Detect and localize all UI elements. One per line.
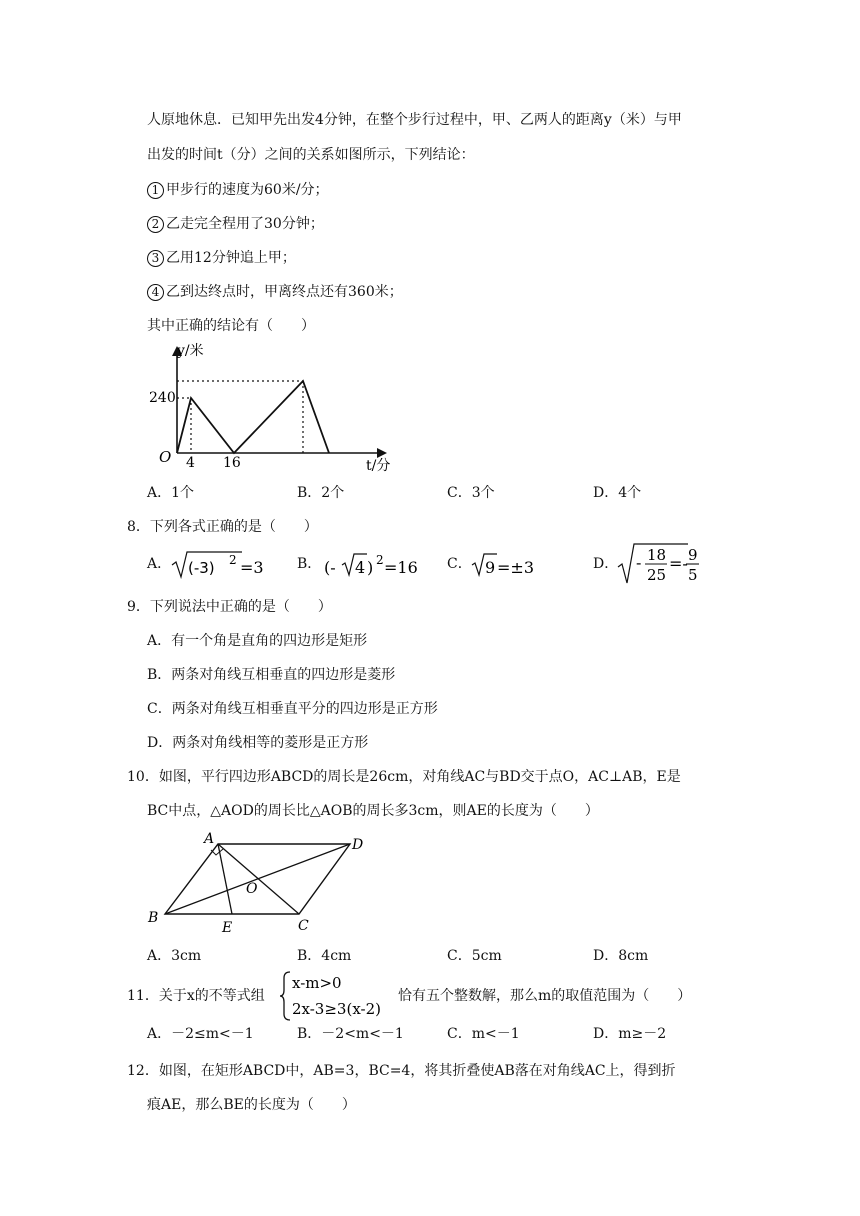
- y-axis-label: y/米: [177, 343, 204, 359]
- q9-option-c[interactable]: C．两条对角线互相垂直平分的四边形是正方形: [147, 701, 438, 717]
- q10-option-c[interactable]: C．5cm: [447, 948, 502, 964]
- label-b: B: [148, 910, 159, 926]
- circled-number: 4: [147, 284, 164, 301]
- x-tick-16: 16: [223, 455, 241, 471]
- label-a: A: [204, 831, 215, 847]
- q8-option-d[interactable]: [593, 554, 618, 574]
- q11-stem-suffix: 恰有五个整数解，那么m的取值范围为（ ）: [398, 988, 692, 1004]
- q9-option-d[interactable]: D．两条对角线相等的菱形是正方形: [147, 735, 369, 751]
- option-letter: C．: [447, 556, 472, 572]
- q8-option-a-formula: [170, 549, 270, 581]
- q10-stem-line1: 10．如图，平行四边形ABCD的周长是26cm，对角线AC与BD交于点O，AC⊥AB，E是: [127, 769, 681, 785]
- rhs-denominator: 5: [688, 566, 698, 584]
- q8-option-a[interactable]: [147, 554, 171, 574]
- q12-stem-line2: 痕AE，那么BE的长度为（ ）: [147, 1097, 356, 1113]
- x-axis-arrow: [377, 448, 387, 458]
- q9-option-a[interactable]: A．有一个角是直角的四边形是矩形: [147, 633, 368, 649]
- equals-minus: =-: [669, 554, 688, 573]
- result: =16: [384, 558, 418, 577]
- exponent: 2: [376, 553, 384, 567]
- q11-option-a[interactable]: A．－2≤m<－1: [147, 1026, 254, 1042]
- conclusion-text: 乙用12分钟追上甲；: [166, 250, 296, 266]
- q11-option-d[interactable]: D．m≥－2: [593, 1026, 667, 1042]
- rhs-numerator: 9: [688, 546, 698, 564]
- option-letter: D．: [593, 556, 619, 572]
- open-paren: (-: [324, 558, 336, 577]
- option-letter: A．: [147, 556, 172, 572]
- diagonal-bd: [165, 844, 350, 914]
- q11-stem-prefix: 11．关于x的不等式组: [127, 988, 265, 1004]
- q9-stem: 9．下列说法中正确的是（ ）: [127, 599, 332, 615]
- q8-option-b-formula: [322, 549, 422, 581]
- q7-conclusion-3: [147, 248, 296, 268]
- circled-number: 2: [147, 216, 164, 233]
- conclusion-text: 乙走完全程用了30分钟；: [166, 216, 324, 232]
- conclusion-text: 乙到达终点时，甲离终点还有360米；: [166, 284, 403, 300]
- q9-option-b[interactable]: B．两条对角线互相垂直的四边形是菱形: [147, 667, 396, 683]
- q8-option-b[interactable]: [297, 554, 321, 574]
- q7-option-d[interactable]: D．4个: [593, 485, 642, 501]
- q11-option-b[interactable]: B．－2<m<－1: [297, 1026, 404, 1042]
- circled-number: 3: [147, 250, 164, 267]
- q7-prompt: 其中正确的结论有（ ）: [147, 318, 315, 334]
- distance-line: [177, 381, 329, 453]
- q7-conclusion-2: [147, 214, 324, 234]
- q8-option-c-formula: [470, 549, 550, 581]
- radicand: 9: [485, 558, 496, 577]
- q8-option-d-formula: [616, 541, 706, 587]
- radicand: 4: [355, 558, 366, 577]
- q7-conclusion-1: [147, 180, 329, 200]
- q10-option-a[interactable]: A．3cm: [147, 948, 202, 964]
- q7-text-line1: 人原地休息．已知甲先出发4分钟，在整个步行过程中，甲、乙两人的距离y（米）与甲: [147, 112, 682, 128]
- q10-option-d[interactable]: D．8cm: [593, 948, 649, 964]
- label-o: O: [246, 881, 258, 897]
- q11-option-c[interactable]: C．m<－1: [447, 1026, 520, 1042]
- q10-option-b[interactable]: B．4cm: [297, 948, 352, 964]
- conclusion-text: 甲步行的速度为60米/分；: [166, 182, 329, 198]
- label-e: E: [222, 920, 233, 936]
- close-paren: ): [367, 558, 374, 577]
- origin-label: O: [159, 448, 172, 466]
- q8-stem: 8．下列各式正确的是（ ）: [127, 519, 318, 535]
- result: =±3: [497, 558, 534, 577]
- q8-option-c[interactable]: [447, 554, 472, 574]
- radicand: (-3): [188, 559, 215, 577]
- label-c: C: [298, 918, 309, 934]
- y-tick-240: 240: [149, 390, 176, 406]
- left-brace: [280, 972, 290, 1020]
- inequality-2: 2x-3≥3(x-2): [292, 1000, 381, 1018]
- q7-text-line2: 出发的时间t（分）之间的关系如图所示，下列结论：: [147, 147, 475, 163]
- q7-option-c[interactable]: C．3个: [447, 485, 495, 501]
- minus-sign: -: [636, 553, 642, 572]
- x-axis-label: t/分: [366, 458, 391, 474]
- circled-number: 1: [147, 182, 164, 199]
- q10-parallelogram-figure: [145, 826, 375, 938]
- q11-inequality-system: [280, 970, 400, 1022]
- q7-conclusion-4: [147, 282, 403, 302]
- denominator: 25: [647, 566, 667, 584]
- result: =3: [240, 558, 264, 577]
- inequality-1: x-m>0: [292, 974, 342, 992]
- q7-option-b[interactable]: B．2个: [297, 485, 345, 501]
- x-tick-4: 4: [186, 455, 195, 471]
- option-letter: B．: [297, 556, 322, 572]
- label-d: D: [352, 837, 364, 853]
- exponent: 2: [229, 553, 237, 567]
- q12-stem-line1: 12．如图，在矩形ABCD中，AB=3，BC=4，将其折叠使AB落在对角线AC上，得到折: [127, 1063, 676, 1079]
- q7-option-a[interactable]: A．1个: [147, 485, 195, 501]
- numerator: 18: [647, 546, 667, 564]
- q7-distance-time-graph: [149, 338, 405, 474]
- q10-stem-line2: BC中点，△AOD的周长比△AOB的周长多3cm，则AE的长度为（ ）: [147, 803, 599, 819]
